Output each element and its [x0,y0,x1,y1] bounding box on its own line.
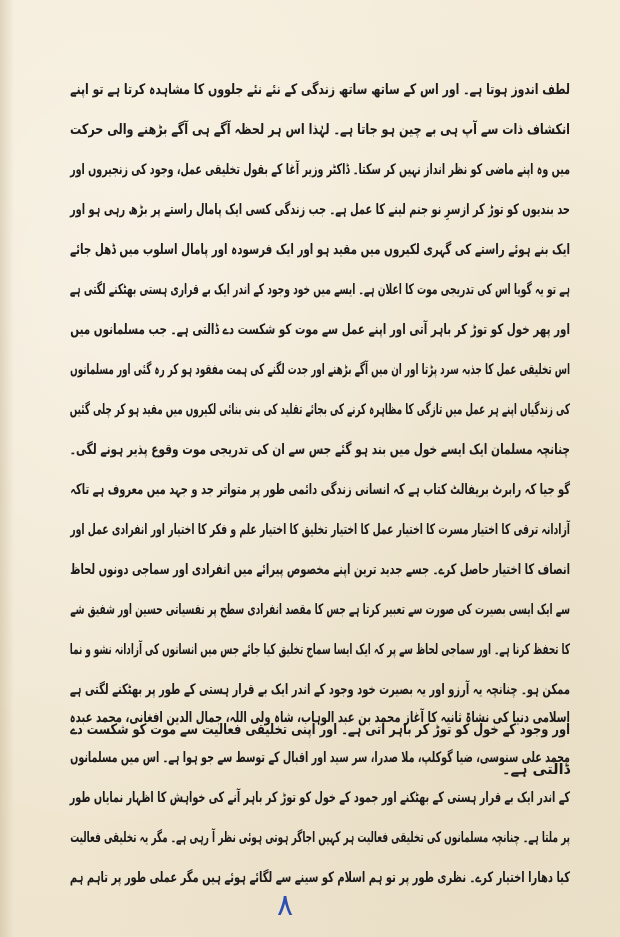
text-line: گو جیا کہ رابرٹ بریفالٹ کتاب ہے کہ انسانی زندگی دائمی طور پر متواتر جد و جہد میں معروف ہے تاکہ [70,482,570,498]
text-line: آزادانہ ترقی کا اختیار مسرت کا اختیار عمل کا اختیار تخلیق کا اختیار علم و فکر کا اختیار اور انفرادی عمل اور [70,522,571,538]
text-line: ہے تو یہ گویا اس کی تدریجی موت کا اعلان ہے۔ ایسے میں خود وجود کے اندر ایک بے قراری ہستی بھٹکنے لگتی ہے [69,282,570,298]
text-line: لطف اندوز ہوتا ہے۔ اور اس کے ساتھ ساتھ زندگی کے نئے نئے جلووں کا مشاہدہ کرتا ہے تو اپنے [70,82,570,98]
text-line: اور وجود کے خول کو توڑ کر باہر آتی ہے۔ اور اپنی تخلیقی فعالیت سے موت کو شکست دے [70,722,570,738]
text-line: اسلامی دنیا کی نشاۃ ثانیہ کا آغاز محمد بن عبد الوہاب، شاہ ولی اللہ، جمال الدین افغانی، محمد عبدہ [69,710,570,726]
text-line: چنانچہ مسلمان ایک ایسے خول میں بند ہو گئے جس سے ان کی تدریجی موت وقوع پذیر ہونے لگی۔ [69,442,571,458]
paragraph-1 [70,70,570,790]
text-line: انصاف کا اختیار حاصل کرے۔ جسے جدید ترین اپنے مخصوص پیرائے میں انفرادی اور سماجی دونوں لحاظ [70,562,571,578]
text-line: کے اندر ایک بے قرار ہستی کے بھٹکنے اور جمود کے خول کو توڑ کر باہر آنے کی خواہش کا اظہار نمایاں طور [69,790,570,806]
text-line: پر ملتا ہے۔ چنانچہ مسلمانوں کی تخلیقی فعالیت ہر کہیں اجاگر ہوتی ہوئی نظر آ رہی ہے۔ مگر یہ تخلیقی فعالیت [70,830,570,846]
text-line: سے ایک ایسی بصیرت کی صورت سے تعبیر کرتا ہے جس کا مقصد انفرادی سطح پر نفسیاتی حسین اور شفیق شے [70,602,570,618]
paragraph-2 [70,698,570,898]
text-line: اس تخلیقی عمل کا جذبہ سرد پڑتا اور ان میں آگے بڑھنے اور جدت لگنے کی ہمت مفقود ہو کر رہ گئی اور مسلمانوں [70,362,570,378]
text-line: میں وہ اپنے ماضی کو نظر انداز نہیں کر سکتا۔ ڈاکٹر وزیر آغا کے بقول تخلیقی عمل، وجود کی زنجیروں اور [70,162,570,178]
text-line: ایک بنے ہوئے راستے کی گہری لکیروں میں مقید ہو اور ایک فرسودہ اور پامال اسلوب میں ڈھل جائے [70,242,570,258]
text-line: حد بندیوں کو توڑ کر ازسرِ نو جنم لینے کا عمل ہے۔ جب زندگی کسی ایک پامال راستے پر بڑھ رہی ہو اور [69,202,570,218]
text-line: کا تحفظ کرنا ہے۔ اور سماجی لحاظ سے پر کہ ایک ایسا سماج تخلیق کیا جائے جس میں انسانوں کی آزادانہ نشو و نما [69,642,571,658]
text-line: محمد علی سنوسی، ضیا گوکلپ، ملا صدرا، سر سید اور اقبال کے توسط سے جو ہوا ہے۔ اس میں مسلمانوں [70,750,570,766]
text-line: ممکن ہو۔ چنانچہ یہ آرزو اور یہ بصیرت خود وجود کے اندر ایک بے قرار ہستی کے طور پر بھٹکنے لگتی ہے [69,682,570,698]
page-number: ۸ [276,888,294,923]
text-line-last: ڈالتی ہے۔ [502,762,570,778]
text-line: اور پھر خول کو توڑ کر باہر آتی اور اپنے عمل سے موت کو شکست دے ڈالتی ہے۔ جب مسلمانوں میں [70,322,570,338]
text-line: انکشاف ذات سے آپ ہی بے چین ہو جاتا ہے۔ لہٰذا اس ہر لحظہ آگے ہی آگے بڑھنے والی حرکت [69,122,570,138]
text-line: کیا دھارا اختیار کرے۔ نظری طور پر تو ہم اسلام کو سینے سے لگائے ہوئے ہیں مگر عملی طور پر تاہم ہم [69,870,570,886]
page-binding-edge [0,0,14,937]
text-line: کی زندگیاں اپنے ہر عمل میں تازگی کا مظاہرہ کرنے کی بجائے تقلید کی بنی بنائی لکیروں میں مقید ہو کر چلی گئیں [69,402,570,418]
